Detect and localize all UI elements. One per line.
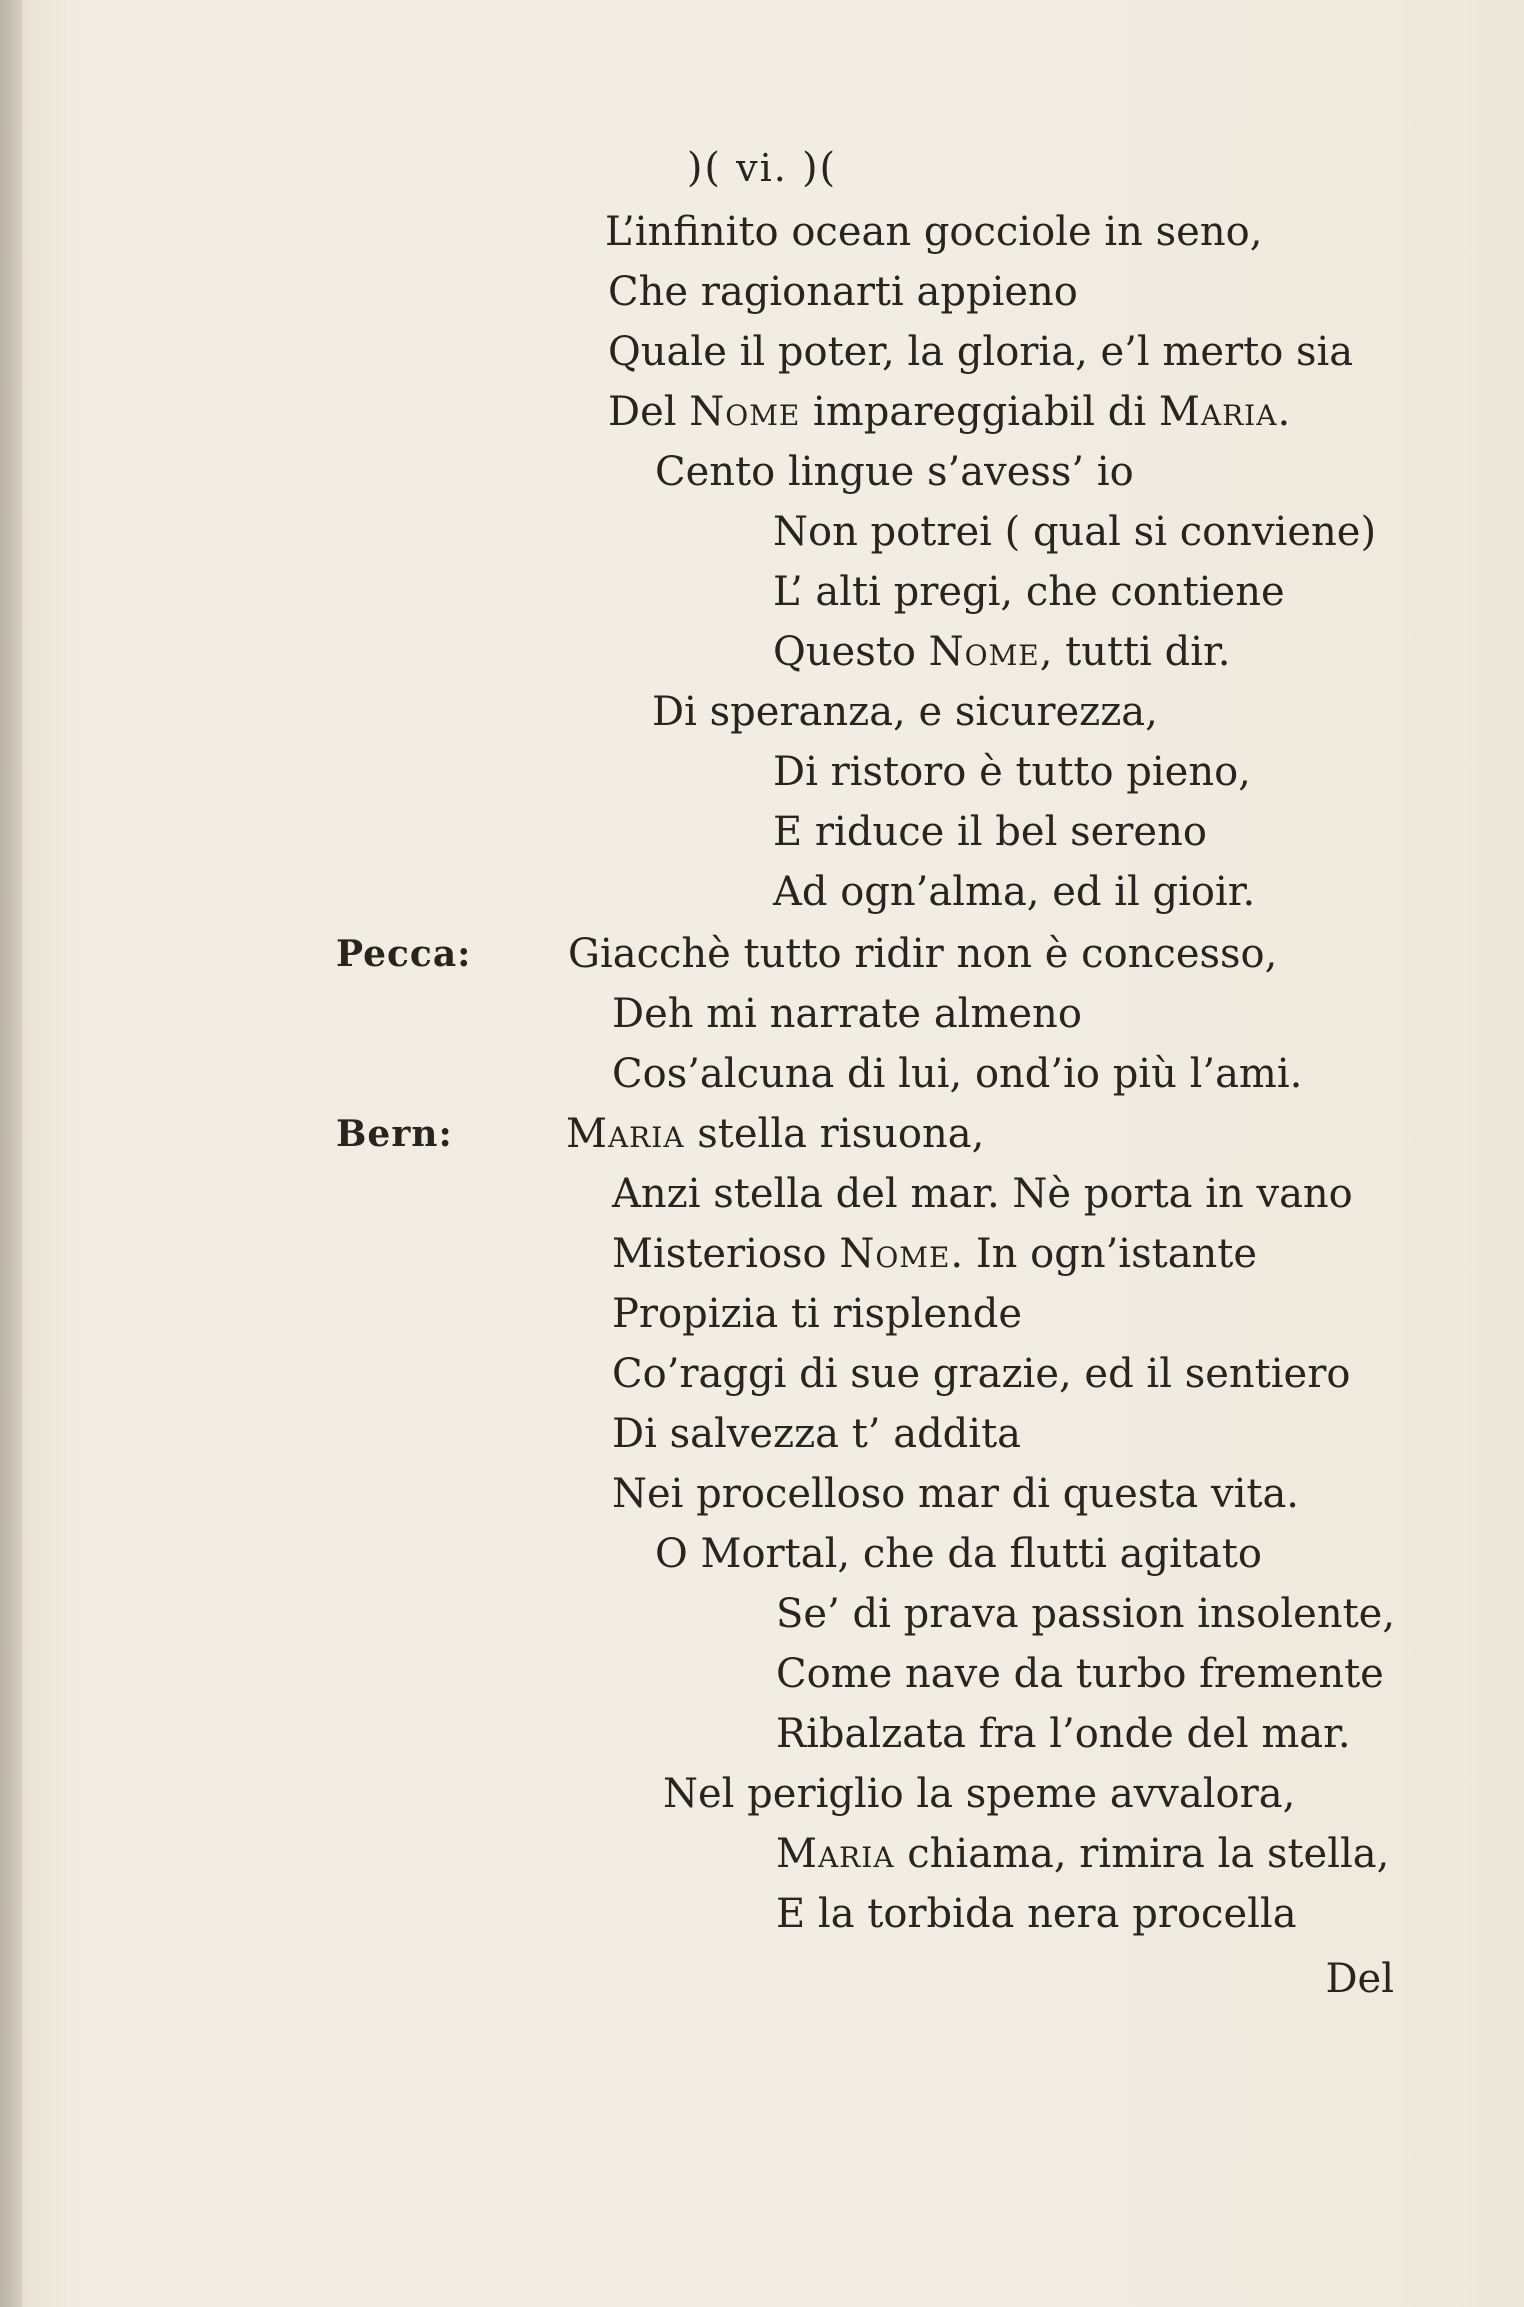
verse-line: Di speranza, e sicurezza, — [652, 689, 1158, 735]
verse-line: Questo Nome, tutti dir. — [773, 629, 1231, 675]
speaker-pecca: Pecca: — [336, 933, 472, 975]
catchword: Del — [1325, 1956, 1394, 2002]
ornament-right: )( — [801, 145, 838, 191]
verse-line: Non potrei ( qual si conviene) — [773, 509, 1377, 555]
verse-line: O Mortal, che da flutti agitato — [655, 1531, 1262, 1577]
verse-line: Ribalzata fra l’onde del mar. — [776, 1711, 1351, 1757]
verse-line: Del Nome impareggiabil di Maria. — [608, 389, 1291, 435]
verse-line: Maria chiama, rimira la stella, — [776, 1831, 1390, 1877]
verse-line: Maria stella risuona, — [566, 1111, 985, 1157]
verse-line: Cento lingue s’avess’ io — [655, 449, 1134, 495]
verse-line: Deh mi narrate almeno — [612, 991, 1082, 1037]
verse-line: Se’ di prava passion insolente, — [776, 1591, 1396, 1637]
verse-line: Come nave da turbo fremente — [776, 1651, 1384, 1697]
verse-line: Nei procelloso mar di questa vita. — [612, 1471, 1300, 1517]
verse-line: L’ alti pregi, che contiene — [773, 569, 1285, 615]
running-head — [0, 145, 1524, 191]
verse-line: Ad ogn’alma, ed il gioir. — [773, 869, 1256, 915]
verse-line: L’infinito ocean gocciole in seno, — [605, 209, 1263, 255]
verse-line: Che ragionarti appieno — [608, 269, 1078, 315]
page-number: vi. — [736, 146, 788, 190]
verse-line: E la torbida nera procella — [776, 1891, 1297, 1937]
verse-line: Co’raggi di sue grazie, ed il sentiero — [612, 1351, 1351, 1397]
verse-line: E riduce il bel sereno — [773, 809, 1207, 855]
ornament-left: )( — [686, 145, 723, 191]
verse-line: Giacchè tutto ridir non è concesso, — [568, 931, 1278, 977]
verse-line: Anzi stella del mar. Nè porta in vano — [612, 1171, 1353, 1217]
verse-line: Misterioso Nome. In ogn’istante — [612, 1231, 1258, 1277]
verse-line: Di ristoro è tutto pieno, — [773, 749, 1251, 795]
speaker-bern: Bern: — [336, 1113, 453, 1155]
verse-line: Nel periglio la speme avvalora, — [663, 1771, 1296, 1817]
verse-line: Cos’alcuna di lui, ond’io più l’ami. — [612, 1051, 1303, 1097]
verse-line: Di salvezza t’ addita — [612, 1411, 1022, 1457]
binding-edge — [0, 0, 22, 2307]
verse-line: Quale il poter, la gloria, e’l merto sia — [608, 329, 1354, 375]
verse-line: Propizia ti risplende — [612, 1291, 1023, 1337]
